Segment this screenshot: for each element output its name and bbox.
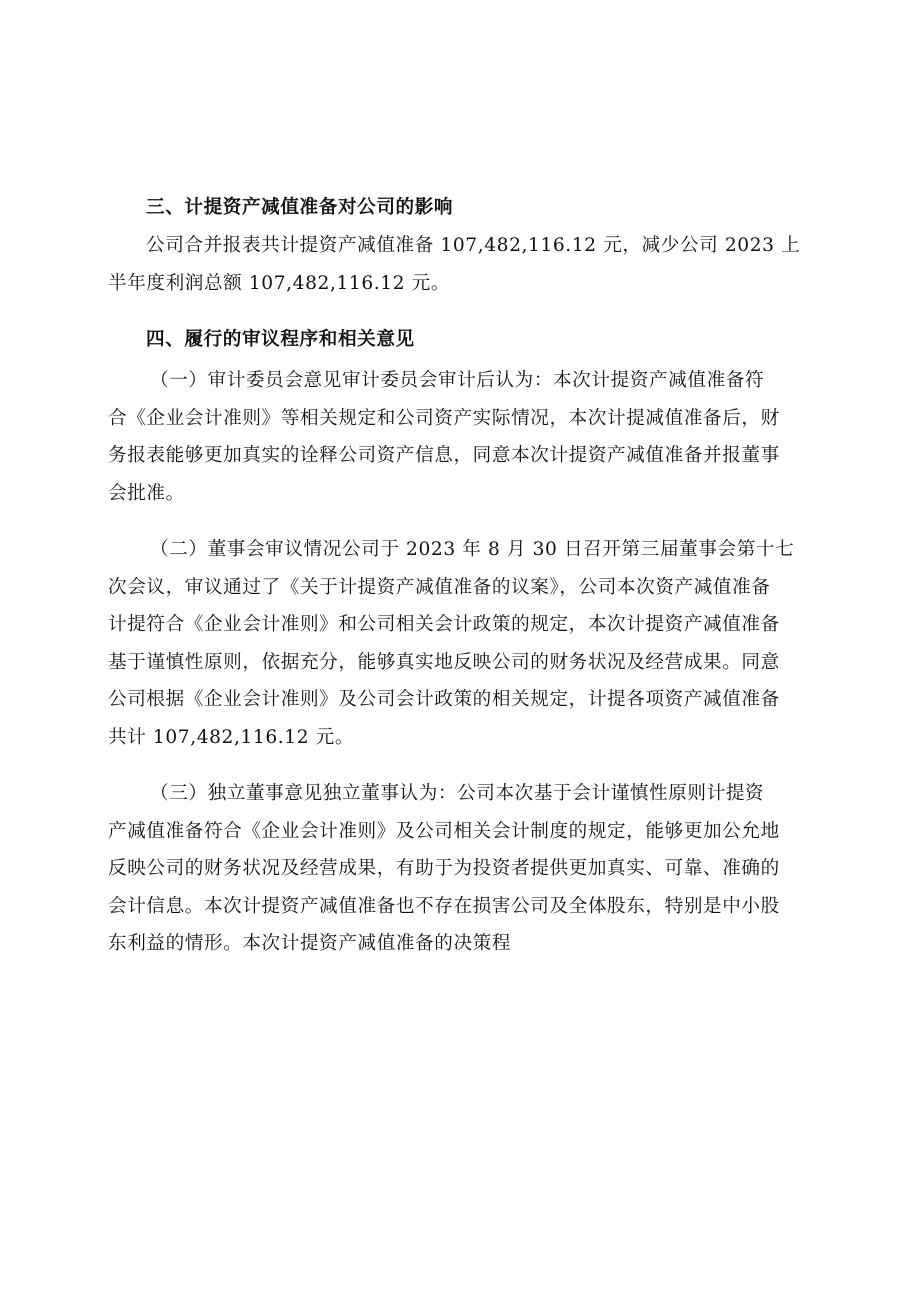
paragraph-line: 反映公司的财务状况及经营成果，有助于为投资者提供更加真实、可靠、准确的 xyxy=(108,858,780,879)
paragraph-line: 次会议，审议通过了《关于计提资产减值准备的议案》，公司本次资产减值准备 xyxy=(108,576,771,598)
paragraph-line: 东利益的情形。本次计提资产减值准备的决策程 xyxy=(108,933,512,954)
paragraph-line: （三）独立董事意见独立董事认为：公司本次基于会计谨慎性原则计提资 xyxy=(150,783,765,804)
paragraph-line: 务报表能够更加真实的诠释公司资产信息，同意本次计提资产减值准备并报董事 xyxy=(108,445,780,466)
paragraph-line: （一）审计委员会意见审计委员会审计后认为：本次计提资产减值准备符 xyxy=(150,370,765,391)
document-body xyxy=(108,184,812,963)
paragraph-line: 基于谨慎性原则，依据充分，能够真实地反映公司的财务状况及经营成果。同意 xyxy=(108,651,780,673)
section-4-sub-1 xyxy=(108,362,812,512)
paragraph-line: 公司合并报表共计提资产减值准备 107,482,116.12 元，减少公司 2023 上 xyxy=(146,235,801,256)
section-4-sub-2 xyxy=(108,531,812,756)
paragraph-line: （二）董事会审议情况公司于 2023 年 8 月 30 日召开第三届董事会第十七 xyxy=(150,539,795,560)
section-3-heading: 三、计提资产减值准备对公司的影响 xyxy=(146,197,454,218)
paragraph-line: 共计 107,482,116.12 元。 xyxy=(108,726,355,748)
section-4-heading: 四、履行的审议程序和相关意见 xyxy=(146,329,415,350)
paragraph-line: 会计信息。本次计提资产减值准备也不存在损害公司及全体股东，特别是中小股 xyxy=(108,895,780,917)
section-3-paragraph xyxy=(108,227,812,302)
paragraph-line: 会批准。 xyxy=(108,482,185,504)
paragraph-line: 合《企业会计准则》等相关规定和公司资产实际情况，本次计提减值准备后，财 xyxy=(108,407,780,429)
paragraph-line: 产减值准备符合《企业会计准则》及公司相关会计制度的规定，能够更加公允地 xyxy=(108,820,780,842)
paragraph-line: 半年度利润总额 107,482,116.12 元。 xyxy=(108,272,451,294)
section-4-sub-3 xyxy=(108,775,812,963)
paragraph-line: 公司根据《企业会计准则》及公司会计政策的相关规定，计提各项资产减值准备 xyxy=(108,689,780,710)
paragraph-line: 计提符合《企业会计准则》和公司相关会计政策的规定，本次计提资产减值准备 xyxy=(108,614,780,635)
